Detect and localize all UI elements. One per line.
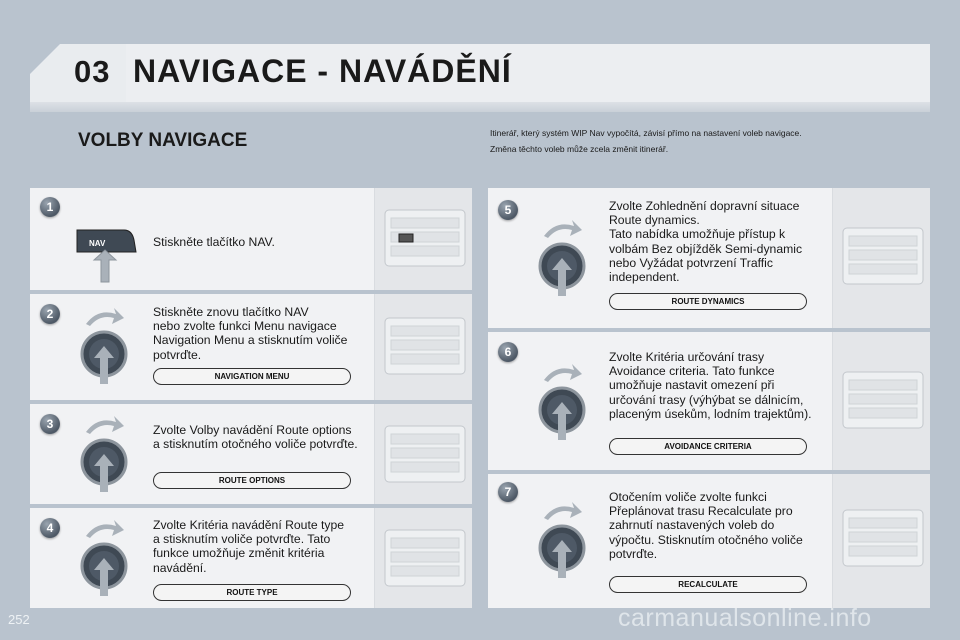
rotary-knob-icon: [76, 414, 136, 494]
step-7-text: Otočením voliče zvolte funkci Přeplánovat trasu Recalculate pro zahrnutí nastavených voleb do výpočtu. Stisknutím otočného voliče potvrďte.: [609, 490, 803, 561]
step-5-radio-image: [832, 188, 930, 328]
step-6-text: Zvolte Kritéria určování trasy Avoidance criteria. Tato funkce umožňuje nastavit omezení při určování trasy (výhýbat se dálnicím, placeným úsekům, lodním trajektům).: [609, 350, 812, 421]
page-title: NAVIGACE - NAVÁDĚNÍ: [133, 53, 512, 89]
step-2-badge: 2: [40, 304, 60, 324]
rotary-knob-icon: [534, 218, 594, 298]
intro-text: [490, 125, 930, 157]
page-number: 252: [8, 612, 30, 627]
section-subtitle: VOLBY NAVIGACE: [78, 130, 248, 151]
step-1-text: Stiskněte tlačítko NAV.: [153, 235, 275, 249]
rotary-knob-icon: [534, 500, 594, 580]
step-6-badge: 6: [498, 342, 518, 362]
intro-line-1: Itinerář, který systém WIP Nav vypočítá, závisí přímo na nastavení voleb navigace.: [490, 128, 802, 138]
radio-panel-icon: [375, 188, 473, 290]
step-2-text: Stiskněte znovu tlačítko NAV nebo zvolte funkci Menu navigace Navigation Menu a stisknutím voliče potvrďte.: [153, 305, 348, 362]
step-4-text: Zvolte Kritéria navádění Route type a stisknutím voliče potvrďte. Tato funkce umožňuje změnit kritéria navádění.: [153, 518, 345, 575]
radio-panel-icon: [833, 188, 931, 328]
radio-panel-icon: [833, 332, 931, 470]
rotary-knob-icon: [534, 362, 594, 442]
rotary-knob-icon: [76, 518, 136, 598]
avoidance-criteria-label: AVOIDANCE CRITERIA: [609, 438, 807, 455]
chapter-number: 03: [74, 54, 111, 89]
step-4-badge: 4: [40, 518, 60, 538]
step-4-radio-image: [374, 508, 472, 608]
step-3-badge: 3: [40, 414, 60, 434]
step-7-badge: 7: [498, 482, 518, 502]
radio-panel-icon: [375, 404, 473, 504]
intro-line-2: Změna těchto voleb může zcela změnit itinerář.: [490, 144, 669, 154]
route-type-label: ROUTE TYPE: [153, 584, 351, 601]
step-5-text: Zvolte Zohlednění dopravní situace Route dynamics. Tato nabídka umožňuje přístup k volbám Bez objížděk Semi-dynamic nebo Vyžádat potvrzení Traffic independent.: [609, 199, 803, 285]
step-3-radio-image: [374, 404, 472, 504]
navigation-menu-label: NAVIGATION MENU: [153, 368, 351, 385]
step-1-badge: 1: [40, 197, 60, 217]
step-5-badge: 5: [498, 200, 518, 220]
nav-button-icon: [72, 222, 142, 284]
step-7-radio-image: [832, 474, 930, 608]
step-2-radio-image: [374, 294, 472, 400]
radio-panel-icon: [375, 508, 473, 608]
nav-button-label: NAV: [89, 239, 106, 248]
route-dynamics-label: ROUTE DYNAMICS: [609, 293, 807, 310]
watermark: carmanualsonline.info: [618, 604, 872, 632]
radio-panel-icon: [375, 294, 473, 400]
route-options-label: ROUTE OPTIONS: [153, 472, 351, 489]
radio-panel-icon: [833, 474, 931, 608]
rotary-knob-icon: [76, 306, 136, 386]
header-divider: [30, 102, 930, 112]
step-6-radio-image: [832, 332, 930, 470]
recalculate-label: RECALCULATE: [609, 576, 807, 593]
step-1-radio-image: [374, 188, 472, 290]
step-3-text: Zvolte Volby navádění Route options a stisknutím otočného voliče potvrďte.: [153, 423, 358, 452]
